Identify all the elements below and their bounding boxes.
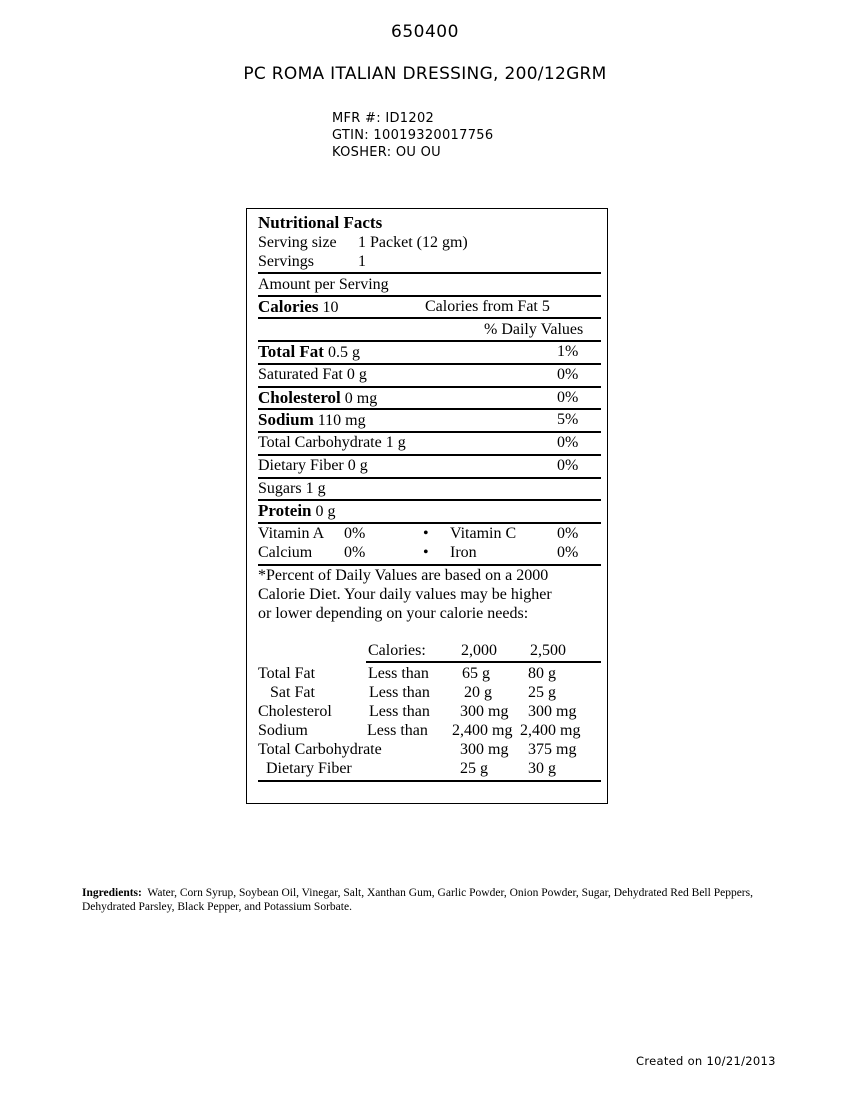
created-date: Created on 10/21/2013	[636, 1054, 776, 1068]
reference-label: Cholesterol	[258, 703, 332, 720]
divider	[366, 661, 601, 663]
reference-qualifier: Less than	[368, 665, 429, 682]
serving-size-label: Serving size	[258, 234, 337, 251]
vitamin-value: 0%	[344, 525, 366, 542]
servings-label: Servings	[258, 253, 314, 270]
servings-row	[258, 252, 601, 272]
nutrient-daily-value: 0%	[557, 389, 579, 406]
ingredients-section	[82, 886, 782, 914]
reference-column-2000: 2,000	[461, 642, 497, 659]
vitamin-label: Vitamin C	[450, 525, 517, 542]
ingredients-text: Water, Corn Syrup, Soybean Oil, Vinegar, Salt, Xanthan Gum, Garlic Powder, Onion Powder, Sugar, Dehydrated Red Bell Peppers, Dehydrated Parsley, Black Pepper, and Potassium Sorbate.	[82, 887, 753, 913]
reference-value-2000: 300 mg	[460, 703, 509, 720]
item-code: 650400	[391, 22, 459, 42]
gtin-number: GTIN: 10019320017756	[332, 128, 494, 143]
reference-row	[258, 683, 601, 703]
vitamin-label: Iron	[450, 544, 477, 561]
reference-column-2500: 2,500	[530, 642, 566, 659]
nutrient-row	[258, 410, 601, 430]
footnote-line: Calorie Diet. Your daily values may be higher	[258, 586, 552, 603]
divider	[258, 780, 601, 782]
kosher-info: KOSHER: OU OU	[332, 145, 441, 160]
vitamin-value: 0%	[557, 525, 579, 542]
reference-calories-label: Calories:	[368, 642, 426, 659]
ingredients-label: Ingredients:	[82, 887, 142, 899]
reference-value-2000: 65 g	[462, 665, 490, 682]
nutrient-label: Sugars	[258, 480, 302, 497]
nutrient-row	[258, 342, 601, 362]
reference-value-2000: 300 mg	[460, 741, 509, 758]
serving-size-value: 1 Packet (12 gm)	[358, 234, 468, 251]
nutrient-amount: 1 g	[385, 434, 406, 451]
reference-header-row	[258, 641, 601, 661]
reference-qualifier: Less than	[369, 703, 430, 720]
reference-label: Dietary Fiber	[266, 760, 352, 777]
product-name: PC ROMA ITALIAN DRESSING, 200/12GRM	[243, 64, 607, 84]
bullet-separator: •	[423, 544, 429, 561]
nutrient-amount: 0 g	[347, 457, 368, 474]
reference-value-2500: 30 g	[528, 760, 556, 777]
nutrient-daily-value: 0%	[557, 434, 579, 451]
nutrient-label: Cholesterol	[258, 388, 341, 407]
divider	[258, 317, 601, 319]
nutrient-daily-value: 1%	[557, 343, 579, 360]
nutrient-label: Dietary Fiber	[258, 457, 344, 474]
nutrient-amount: 0 mg	[344, 390, 378, 407]
nutrient-amount: 110 mg	[317, 412, 366, 429]
nutrient-daily-value: 0%	[557, 457, 579, 474]
reference-value-2000: 2,400 mg	[452, 722, 513, 739]
serving-size-row	[258, 233, 601, 253]
nutrient-label: Protein	[258, 501, 312, 520]
nutrient-daily-value: 5%	[557, 411, 579, 428]
footnote-line: or lower depending on your calorie needs:	[258, 605, 529, 622]
reference-qualifier: Less than	[367, 722, 428, 739]
nutrient-row	[258, 433, 601, 453]
nutrient-amount: 0 g	[346, 366, 367, 383]
reference-row	[258, 740, 601, 760]
vitamin-value: 0%	[557, 544, 579, 561]
daily-values-header: % Daily Values	[484, 321, 584, 338]
product-meta	[332, 110, 493, 161]
nutrient-label: Sodium	[258, 410, 314, 429]
nutrient-row	[258, 388, 601, 408]
reference-label: Sat Fat	[270, 684, 315, 701]
calories-label: Calories	[258, 297, 319, 316]
reference-value-2500: 80 g	[528, 665, 556, 682]
daily-values-header-row	[258, 320, 601, 340]
nutrient-label: Total Carbohydrate	[258, 434, 382, 451]
nutrient-row	[258, 456, 601, 476]
nutrient-amount: 0.5 g	[327, 344, 360, 361]
mfr-number: MFR #: ID1202	[332, 111, 435, 126]
reference-label: Total Fat	[258, 665, 316, 682]
reference-qualifier: Less than	[369, 684, 430, 701]
amount-per-serving: Amount per Serving	[258, 276, 389, 293]
vitamin-label: Vitamin A	[258, 525, 325, 542]
calories-from-fat: Calories from Fat 5	[425, 298, 550, 315]
reference-row	[258, 664, 601, 684]
calories-value: 10	[322, 299, 339, 316]
divider	[258, 272, 601, 274]
vitamin-value: 0%	[344, 544, 366, 561]
reference-value-2000: 20 g	[464, 684, 492, 701]
vitamin-label: Calcium	[258, 544, 313, 561]
reference-row	[258, 721, 601, 741]
nutrient-row	[258, 479, 601, 499]
reference-value-2500: 2,400 mg	[520, 722, 581, 739]
reference-label: Sodium	[258, 722, 308, 739]
daily-values-footnote	[258, 566, 601, 623]
reference-row	[258, 759, 601, 779]
reference-value-2000: 25 g	[460, 760, 488, 777]
reference-value-2500: 375 mg	[528, 741, 577, 758]
reference-value-2500: 25 g	[528, 684, 556, 701]
vitamin-row	[258, 543, 601, 563]
nutrient-label: Saturated Fat	[258, 366, 343, 383]
nutrient-label: Total Fat	[258, 342, 324, 361]
reference-value-2500: 300 mg	[528, 703, 577, 720]
servings-value: 1	[358, 253, 366, 270]
calories-row	[258, 297, 601, 317]
bullet-separator: •	[423, 525, 429, 542]
reference-label: Total Carbohydrate	[258, 741, 382, 758]
nutrition-facts-panel	[246, 208, 608, 804]
nutrient-amount: 0 g	[315, 503, 336, 520]
nutrient-amount: 1 g	[305, 480, 326, 497]
nutrient-row	[258, 365, 601, 385]
nutrient-row	[258, 501, 601, 521]
reference-row	[258, 702, 601, 722]
nutrient-daily-value: 0%	[557, 366, 579, 383]
vitamin-row	[258, 524, 601, 544]
nutrition-heading: Nutritional Facts	[258, 213, 383, 232]
footnote-line: *Percent of Daily Values are based on a 2000	[258, 567, 549, 584]
